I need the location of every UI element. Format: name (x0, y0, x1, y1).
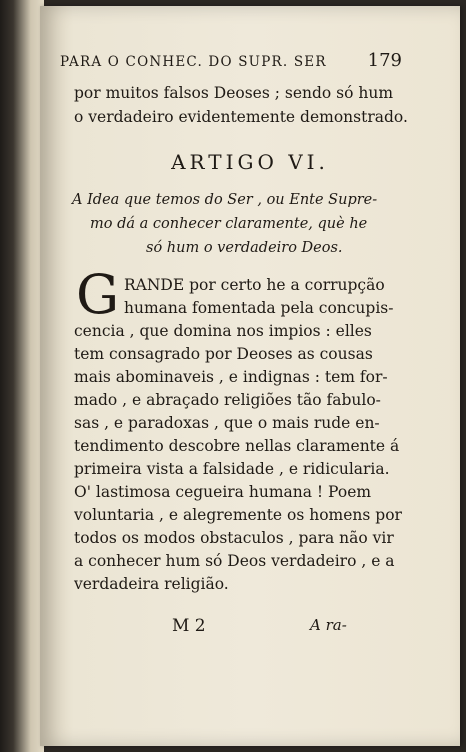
body-line-11: voluntaria , e alegremente os homens por (74, 506, 402, 524)
running-head-title: PARA O CONHEC. DO SUPR. SER (60, 54, 327, 70)
body-line-1: RANDE por certo he a corrupção (124, 276, 385, 294)
drop-cap: G (76, 263, 120, 326)
article-title: ARTIGO VI. (171, 150, 329, 174)
summary-line-3: só hum o verdadeiro Deos. (146, 240, 343, 256)
body-line-10: O' lastimosa cegueira humana ! Poem (74, 483, 372, 501)
signature-mark: M 2 (172, 616, 206, 636)
intro-line-2: o verdadeiro evidentemente demonstrado. (74, 108, 408, 126)
summary-line-2: mo dá a conhecer claramente, què he (90, 216, 368, 232)
body-line-12: todos os modos obstaculos , para não vir (74, 529, 394, 547)
book-page (40, 6, 460, 746)
summary-line-1: A Idea que temos do Ser , ou Ente Supre- (72, 192, 378, 208)
book-gutter (0, 0, 44, 752)
catchword: A ra- (310, 616, 347, 634)
body-line-6: mado , e abraçado religiões tão fabulo- (74, 391, 381, 409)
body-line-8: tendimento descobre nellas claramente á (74, 437, 400, 455)
body-line-3: cencia , que domina nos impios : elles (74, 322, 372, 340)
body-line-13: a conhecer hum só Deos verdadeiro , e a (74, 552, 395, 570)
body-line-7: sas , e paradoxas , que o mais rude en- (74, 414, 380, 432)
running-head (60, 50, 402, 71)
page-number: 179 (367, 50, 402, 71)
body-line-9: primeira vista a falsidade , e ridicularia. (74, 460, 390, 478)
body-line-5: mais abominaveis , e indignas : tem for- (74, 368, 388, 386)
intro-line-1: por muitos falsos Deoses ; sendo só hum (74, 84, 394, 102)
body-line-14: verdadeira religião. (74, 575, 229, 593)
body-line-4: tem consagrado por Deoses as cousas (74, 345, 373, 363)
body-line-2: humana fomentada pela concupis- (124, 299, 394, 317)
